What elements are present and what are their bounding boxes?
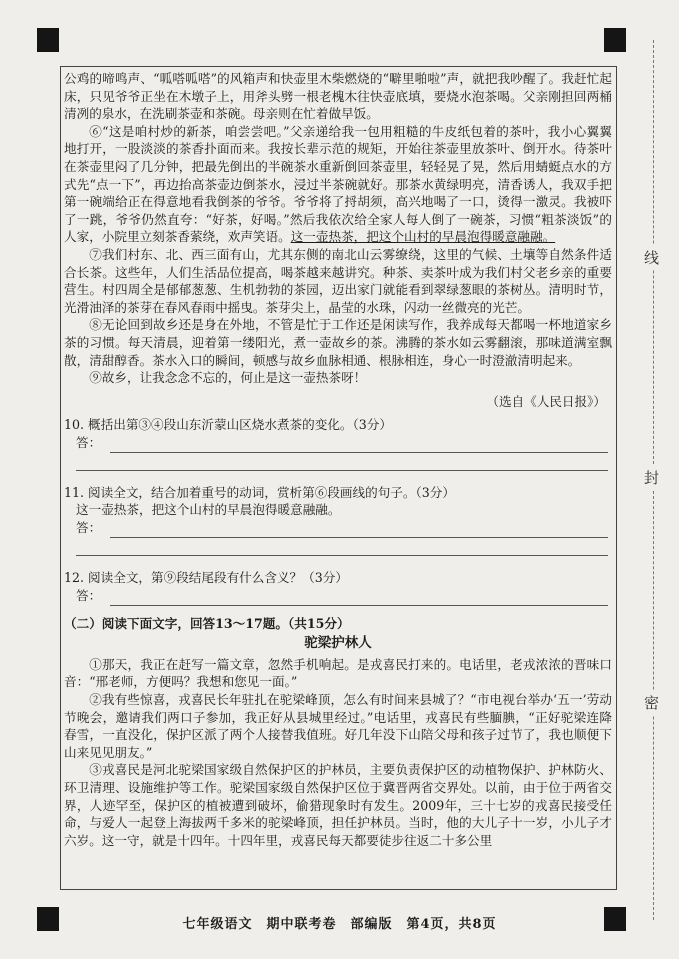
question-10-text: 10. 概括出第③④段山东沂蒙山区烧水煮茶的变化。（3分） (64, 417, 392, 433)
question-10 (64, 416, 612, 478)
answer-label: 答： (76, 587, 102, 603)
paragraph-9: ⑨故乡，让我念念不忘的，何止是这一壶热茶呀！ (89, 370, 367, 386)
answer-line (76, 470, 608, 471)
question-11-text: 11. 阅读全文，结合加着重号的动词，赏析第⑥段画线的句子。（3分） (64, 484, 455, 500)
underlined-sentence: 这一壶热茶，把这个山村的早晨泡得暖意融融。 (290, 229, 556, 245)
paragraph-b1: ①那天，我正在赶写一篇文章，忽然手机响起。是戎喜民打来的。电话里，老戎浓浓的晋味口音：“邢老师，方便吗？我想和您见一面。” (64, 656, 612, 690)
question-11-quoted-sentence: 这一壶热茶，把这个山村的早晨泡得暖意融融。 (76, 502, 341, 518)
paragraph-6-text: ⑥“这是咱村炒的新茶，咱尝尝吧。”父亲递给我一包用粗糙的牛皮纸包着的茶叶，我小心翼翼地打开，一股淡淡的茶香扑面而来。我按长辈示范的规矩，开始往茶壶里放茶叶、倒开水。待茶叶在茶壶里闷了几分钟，把最先倒出的半碗茶水重新倒回茶壶里，轻轻晃了晃，然后用蜻蜓点水的方式先“点一下”，再边抬高茶壶边倒茶水，浸过半茶碗就好。那茶水黄绿明亮，清香诱人，我双手把第一碗端给正在得意地看我倒茶的爷爷。爷爷将了捋胡须，高兴地喝了一口，烫得一激灵。我被吓了一跳，爷爷仍然直夸：“好茶，好喝。”然后我依次给全家人每人倒了一碗茶，习惯“粗茶淡饭”的人家，小院里立刻茶香萦绕，欢声笑语。 (64, 123, 612, 245)
answer-line (110, 605, 608, 606)
answer-line (110, 452, 608, 453)
answer-label: 答： (76, 434, 102, 450)
registration-mark-top-right (604, 28, 626, 52)
paragraph-8: ⑧无论回到故乡还是身在外地，不管是忙于工作还是闲读写作，我养成每天都喝一杯地道家乡茶的习惯。每天清晨，迎着第一缕阳光，煮一壶故乡的茶。沸腾的茶水如云雾翻滚，那味道满室飘散，清甜醇香。茶水入口的瞬间，顿感与故乡血脉相通、根脉相连，身心一时澄澈清明起来。 (64, 317, 612, 368)
binding-label-secret: 密 (644, 690, 659, 715)
question-11 (64, 484, 612, 563)
answer-area-10-line-2[interactable] (64, 456, 612, 478)
paragraph-5-continued: 公鸡的啼鸣声、“呱嗒呱嗒”的风箱声和快壶里木柴燃烧的“噼里啪啦”声，就把我吵醒了。我赶忙起床，只见爷爷正坐在木墩子上，用斧头劈一根老槐木往快壶底填，要烧水泡茶喝。父亲刚担回两桶清冽的泉水，在洗刷茶壶和茶碗。母亲则在忙着做早饭。 (64, 71, 612, 122)
paragraph-b2: ②我有些惊喜，戎喜民长年驻扎在驼梁峰顶，怎么有时间来县城了？“市电视台举办‘五一’劳动节晚会，邀请我们两口子参加，我正好从县城里经过。”电话里，戎喜民有些腼腆，“正好驼梁连降春雪，一直没化，保护区派了两个人接替我值班。好几年没下山陪父母和孩子过节了，我也顺便下山来见见朋友。” (64, 692, 612, 760)
paragraph-7: ⑦我们村东、北、西三面有山，尤其东侧的南北山云雾缭绕，这里的气候、土壤等自然条件适合长茶。这些年，人们生活品位提高，喝茶越来越讲究。种茶、卖茶叶成为我们村父老乡亲的重要营生。村四周全是郁郁葱葱、生机勃勃的茶园，迈出家门就能看到翠绿葱眼的茶树丛。清明时节，光滑油泽的茶芽在春风春雨中摇曳。茶芽尖上，晶莹的水珠，闪动一丝微亮的光芒。 (64, 246, 612, 315)
answer-label: 答： (76, 520, 102, 536)
article-title: 驼梁护林人 (304, 635, 372, 652)
page-content (64, 70, 612, 849)
paragraph-b3: ③戎喜民是河北驼梁国家级自然保护区的护林员，主要负责保护区的动植物保护、护林防火、环卫清理、设施维护等工作。驼梁国家级自然保护区位于冀晋两省交界处。以前，由于位于两省交界，人迹罕至，保护区的植被遭到破坏，偷猎现象时有发生。2009年，三十七岁的戎喜民接受任命，与爱人一起登上海拔两千多米的驼梁峰顶，担任护林员。当时，他的大儿子十一岁，小儿子才六岁。这一守，就是十四年。十四年里，戎喜民每天都要徒步往返二十多公里 (64, 762, 612, 848)
question-12-text: 12. 阅读全文，第⑨段结尾段有什么含义？（3分） (64, 570, 348, 586)
source-citation: （选自《人民日报》） (486, 393, 606, 409)
registration-mark-top-left (37, 28, 59, 52)
binding-margin (640, 40, 668, 920)
answer-area-11-line-2[interactable] (64, 541, 612, 563)
answer-area-10[interactable] (64, 434, 612, 456)
page-footer: 七年级语文 期中联考卷 部编版 第4页，共8页 (182, 917, 497, 932)
answer-area-12[interactable] (64, 587, 612, 609)
binding-label-line: 线 (644, 245, 659, 270)
answer-line (110, 537, 608, 538)
answer-line (76, 555, 608, 556)
binding-label-seal: 封 (644, 465, 659, 490)
answer-area-11[interactable] (64, 519, 612, 541)
paragraph-6 (64, 123, 612, 246)
section-2-heading: （二）阅读下面文字，回答13～17题。（共15分） (64, 615, 350, 631)
question-12 (64, 569, 612, 609)
